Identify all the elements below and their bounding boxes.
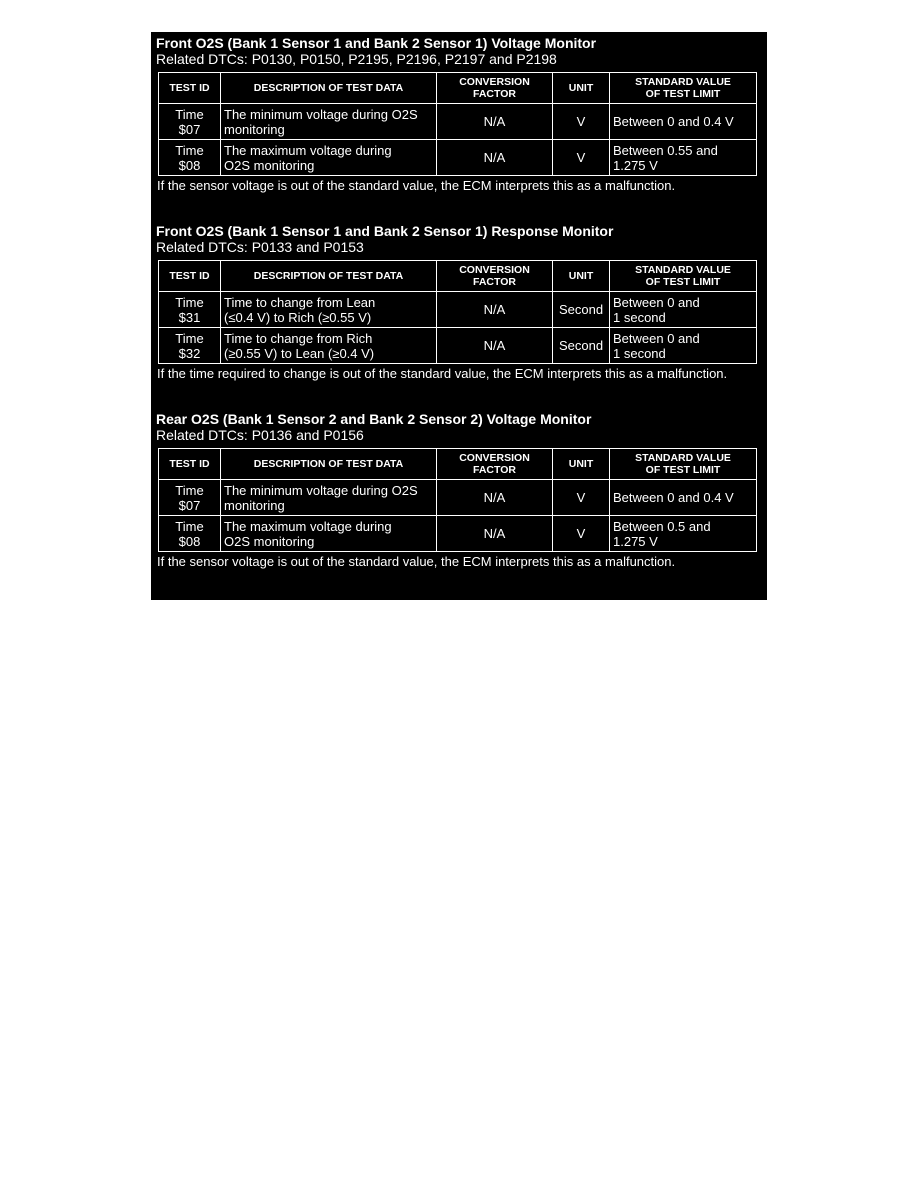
test-limit-table bbox=[158, 448, 757, 552]
header-limit-line1: STANDARD VALUE bbox=[635, 264, 731, 276]
cell-description bbox=[221, 140, 437, 176]
table-header-row bbox=[159, 73, 757, 104]
limit-line2: 1 second bbox=[613, 345, 666, 361]
header-conversion-line2: FACTOR bbox=[473, 464, 516, 476]
description-line2: O2S monitoring bbox=[224, 157, 315, 173]
cell-unit: V bbox=[553, 480, 610, 516]
test-id-line2: $08 bbox=[178, 157, 201, 173]
description-line1: The maximum voltage during bbox=[224, 518, 392, 534]
description-line2: monitoring bbox=[224, 497, 285, 513]
test-id-line1: Time bbox=[175, 518, 204, 534]
section-title: Front O2S (Bank 1 Sensor 1 and Bank 2 Sensor 1) Voltage Monitor bbox=[156, 35, 597, 51]
cell-conversion-factor: N/A bbox=[437, 104, 553, 140]
test-id-line2: $07 bbox=[178, 497, 201, 513]
table-row bbox=[159, 104, 757, 140]
description-line1: Time to change from Lean bbox=[224, 294, 376, 310]
cell-description bbox=[221, 516, 437, 552]
test-id-line1: Time bbox=[175, 482, 204, 498]
limit-line2: 1.275 V bbox=[613, 533, 658, 549]
test-limit-table bbox=[158, 260, 757, 364]
monitor-specs-panel bbox=[151, 32, 767, 600]
table-row bbox=[159, 140, 757, 176]
cell-conversion-factor: N/A bbox=[437, 140, 553, 176]
test-id-line2: $08 bbox=[178, 533, 201, 549]
header-description: DESCRIPTION OF TEST DATA bbox=[221, 73, 437, 104]
section-title: Front O2S (Bank 1 Sensor 1 and Bank 2 Sensor 1) Response Monitor bbox=[156, 223, 614, 239]
limit-line1: Between 0 and bbox=[613, 294, 700, 310]
cell-standard-value bbox=[610, 480, 757, 516]
header-standard-value bbox=[610, 73, 757, 104]
description-line2: O2S monitoring bbox=[224, 533, 315, 549]
header-standard-value bbox=[610, 261, 757, 292]
malfunction-note: If the sensor voltage is out of the standard value, the ECM interprets this as a malfunction. bbox=[157, 178, 676, 193]
cell-unit: Second bbox=[553, 328, 610, 364]
malfunction-note: If the time required to change is out of the standard value, the ECM interprets this as a malfunction. bbox=[157, 366, 728, 381]
table-header-row bbox=[159, 261, 757, 292]
header-conversion-line1: CONVERSION bbox=[459, 452, 530, 464]
cell-standard-value bbox=[610, 140, 757, 176]
cell-description bbox=[221, 480, 437, 516]
test-limit-table bbox=[158, 72, 757, 176]
header-unit: UNIT bbox=[553, 449, 610, 480]
test-id-line1: Time bbox=[175, 330, 204, 346]
cell-description bbox=[221, 292, 437, 328]
description-line2: (≥0.55 V) to Lean (≥0.4 V) bbox=[224, 345, 375, 361]
header-conversion-factor bbox=[437, 73, 553, 104]
section-rear-voltage-monitor bbox=[156, 411, 767, 569]
cell-unit: V bbox=[553, 104, 610, 140]
test-id-line2: $32 bbox=[178, 345, 201, 361]
header-limit-line2: OF TEST LIMIT bbox=[645, 88, 721, 100]
limit-line2: 1 second bbox=[613, 309, 666, 325]
table-row bbox=[159, 480, 757, 516]
header-conversion-factor bbox=[437, 449, 553, 480]
table-row bbox=[159, 292, 757, 328]
header-conversion-line2: FACTOR bbox=[473, 276, 516, 288]
header-unit: UNIT bbox=[553, 261, 610, 292]
limit-line1: Between 0 and 0.4 V bbox=[613, 490, 734, 505]
test-id-line1: Time bbox=[175, 294, 204, 310]
section-front-response-monitor bbox=[156, 223, 767, 381]
cell-standard-value bbox=[610, 292, 757, 328]
header-description: DESCRIPTION OF TEST DATA bbox=[221, 449, 437, 480]
header-unit: UNIT bbox=[553, 73, 610, 104]
description-line1: The minimum voltage during O2S bbox=[224, 482, 418, 498]
limit-line1: Between 0 and bbox=[613, 330, 700, 346]
description-line2: monitoring bbox=[224, 121, 285, 137]
limit-line1: Between 0.55 and bbox=[613, 142, 718, 158]
description-line2: (≤0.4 V) to Rich (≥0.55 V) bbox=[224, 309, 372, 325]
header-limit-line2: OF TEST LIMIT bbox=[645, 276, 721, 288]
header-limit-line1: STANDARD VALUE bbox=[635, 76, 731, 88]
header-limit-line2: OF TEST LIMIT bbox=[645, 464, 721, 476]
section-title: Rear O2S (Bank 1 Sensor 2 and Bank 2 Sensor 2) Voltage Monitor bbox=[156, 411, 592, 427]
description-line1: Time to change from Rich bbox=[224, 330, 373, 346]
cell-standard-value bbox=[610, 328, 757, 364]
cell-description bbox=[221, 328, 437, 364]
header-conversion-factor bbox=[437, 261, 553, 292]
section-front-voltage-monitor bbox=[156, 35, 767, 193]
header-conversion-line1: CONVERSION bbox=[459, 264, 530, 276]
malfunction-note: If the sensor voltage is out of the standard value, the ECM interprets this as a malfunction. bbox=[157, 554, 676, 569]
table-row bbox=[159, 516, 757, 552]
cell-test-id bbox=[159, 480, 221, 516]
cell-conversion-factor: N/A bbox=[437, 516, 553, 552]
cell-description bbox=[221, 104, 437, 140]
limit-line1: Between 0.5 and bbox=[613, 518, 711, 534]
test-id-line1: Time bbox=[175, 106, 204, 122]
header-test-id: TEST ID bbox=[159, 73, 221, 104]
test-id-line2: $07 bbox=[178, 121, 201, 137]
table-row bbox=[159, 328, 757, 364]
header-test-id: TEST ID bbox=[159, 449, 221, 480]
cell-standard-value bbox=[610, 516, 757, 552]
header-description: DESCRIPTION OF TEST DATA bbox=[221, 261, 437, 292]
cell-standard-value bbox=[610, 104, 757, 140]
related-dtcs: Related DTCs: P0130, P0150, P2195, P2196, P2197 and P2198 bbox=[156, 51, 557, 67]
description-line1: The maximum voltage during bbox=[224, 142, 392, 158]
limit-line1: Between 0 and 0.4 V bbox=[613, 114, 734, 129]
header-conversion-line2: FACTOR bbox=[473, 88, 516, 100]
related-dtcs: Related DTCs: P0136 and P0156 bbox=[156, 427, 364, 443]
related-dtcs: Related DTCs: P0133 and P0153 bbox=[156, 239, 364, 255]
table-header-row bbox=[159, 449, 757, 480]
cell-conversion-factor: N/A bbox=[437, 328, 553, 364]
description-line1: The minimum voltage during O2S bbox=[224, 106, 418, 122]
header-standard-value bbox=[610, 449, 757, 480]
header-limit-line1: STANDARD VALUE bbox=[635, 452, 731, 464]
cell-unit: V bbox=[553, 516, 610, 552]
test-id-line2: $31 bbox=[178, 309, 201, 325]
test-id-line1: Time bbox=[175, 142, 204, 158]
header-test-id: TEST ID bbox=[159, 261, 221, 292]
cell-test-id bbox=[159, 328, 221, 364]
cell-unit: Second bbox=[553, 292, 610, 328]
cell-test-id bbox=[159, 140, 221, 176]
cell-unit: V bbox=[553, 140, 610, 176]
cell-test-id bbox=[159, 292, 221, 328]
limit-line2: 1.275 V bbox=[613, 157, 658, 173]
cell-test-id bbox=[159, 516, 221, 552]
cell-conversion-factor: N/A bbox=[437, 292, 553, 328]
cell-conversion-factor: N/A bbox=[437, 480, 553, 516]
cell-test-id bbox=[159, 104, 221, 140]
header-conversion-line1: CONVERSION bbox=[459, 76, 530, 88]
